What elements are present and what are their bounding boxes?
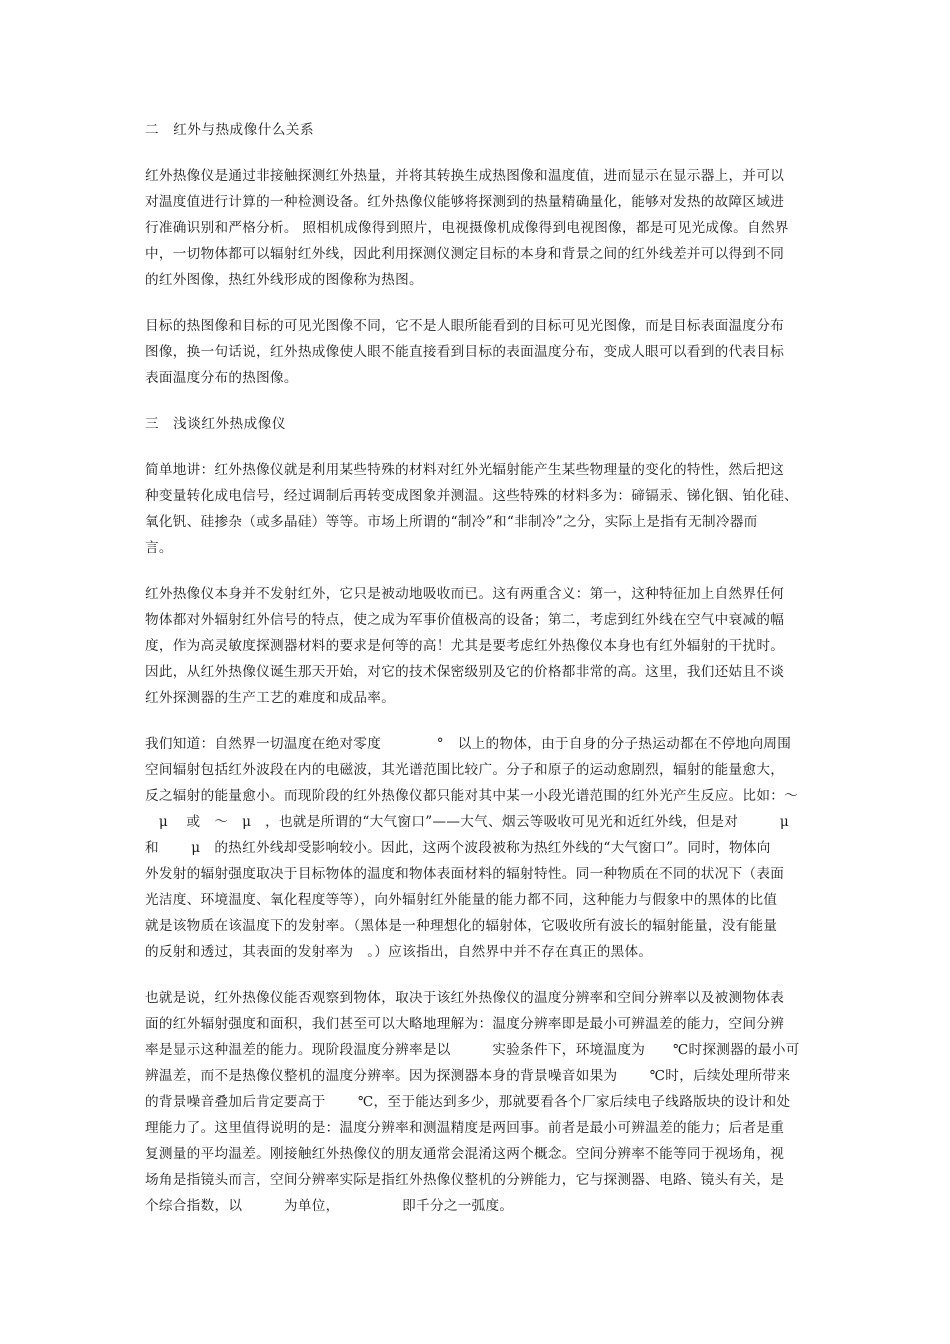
text-line: 红外探测器的生产工艺的难度和成品率。 xyxy=(145,690,396,706)
text-line: 图像，换一句话说，红外热成像使人眼不能直接看到目标的表面温度分布，变成人眼可以看到的代表目标 xyxy=(145,344,785,360)
text-line: 的背景噪音叠加后肯定要高于 ℃，至于能达到多少，那就要看各个厂家后续电子线路版块的设计和处 xyxy=(145,1094,791,1110)
text-line: 因此，从红外热像仪诞生那天开始，对它的技术保密级别及它的价格都非常的高。这里，我们还姑且不谈 xyxy=(145,664,785,680)
text-line: 对温度值进行计算的一种检测设备。红外热像仪能够将探测到的热量精确量化，能够对发热的故障区域进 xyxy=(145,194,785,210)
text-line: 复测量的平均温差。刚接触红外热像仪的朋友通常会混淆这两个概念。空间分辨率不能等同于视场角，视 xyxy=(145,1146,785,1162)
text-line: 率是显示这种温差的能力。现阶段温度分辨率是以 实验条件下，环境温度为 ℃时探测器的最小可 xyxy=(145,1042,800,1058)
text-line: 红外热像仪是通过非接触探测红外热量，并将其转换生成热图像和温度值，进而显示在显示器上，并可以 xyxy=(145,168,785,184)
text-line: 也就是说，红外热像仪能否观察到物体，取决于该红外热像仪的温度分辨率和空间分辨率以及被测物体表 xyxy=(145,990,785,1006)
text-line: 中，一切物体都可以辐射红外线，因此利用探测仪测定目标的本身和背景之间的红外线差并可以得到不同 xyxy=(145,246,785,262)
text-line: 和 μ 的热红外线却受影响较小。因此，这两个波段被称为热红外线的“大气窗口”。同时，物体向 xyxy=(145,840,771,856)
text-line: 外发射的辐射强度取决于目标物体的温度和物体表面材料的辐射特性。同一种物质在不同的状况下（表面 xyxy=(145,866,785,882)
section-2-heading: 二 红外与热成像什么关系 xyxy=(145,122,315,138)
text-line: 物体都对外辐射红外信号的特点，使之成为军事价值极高的设备；第二，考虑到红外线在空气中衰减的幅 xyxy=(145,612,785,628)
text-line: 种变量转化成电信号，经过调制后再转变成图象并测温。这些特殊的材料多为：碲镉汞、锑化铟、铂化硅、 xyxy=(145,488,799,504)
document-page xyxy=(145,117,810,1239)
text-line: 面的红外辐射强度和面积，我们甚至可以大略地理解为：温度分辨率即是最小可辨温差的能力，空间分辨 xyxy=(145,1016,785,1032)
section-3-paragraph-1 xyxy=(145,457,810,561)
text-line: 的红外图像，热红外线形成的图像称为热图。 xyxy=(145,272,423,288)
text-line: 行准确识别和严格分析。 照相机成像得到照片，电视摄像机成像得到电视图像，都是可见光成像。自然界 xyxy=(145,220,789,236)
text-line: 表面温度分布的热图像。 xyxy=(145,370,298,386)
section-3-paragraph-2 xyxy=(145,581,810,711)
text-line: 就是该物质在该温度下的发射率。（黑体是一种理想化的辐射体，它吸收所有波长的辐射能量，没有能量 xyxy=(145,918,778,934)
text-line: 辨温差，而不是热像仪整机的温度分辨率。因为探测器本身的背景噪音如果为 ℃时，后续处理所带来 xyxy=(145,1068,791,1084)
text-line: 的反射和透过，其表面的发射率为 。）应该指出，自然界中并不存在真正的黑体。 xyxy=(145,944,653,960)
text-line: 目标的热图像和目标的可见光图像不同，它不是人眼所能看到的目标可见光图像，而是目标表面温度分布 xyxy=(145,318,785,334)
text-line: 我们知道：自然界一切温度在绝对零度 ° 以上的物体，由于自身的分子热运动都在不停地向周围 xyxy=(145,736,792,752)
text-line: 光洁度、环境温度、氧化程度等等），向外辐射红外能量的能力都不同，这种能力与假象中的黑体的比值 xyxy=(145,892,778,908)
text-line: 简单地讲：红外热像仪就是利用某些特殊的材料对红外光辐射能产生某些物理量的变化的特性，然后把这 xyxy=(145,462,785,478)
text-line: μ 或 ～ μ ，也就是所谓的“大气窗口”——大气、烟云等吸收可见光和近红外线，但是对 μ xyxy=(145,814,789,830)
section-2-paragraph-2 xyxy=(145,313,810,391)
text-line: 言。 xyxy=(145,540,173,556)
section-3-paragraph-4 xyxy=(145,985,810,1219)
text-line: 个综合指数，以 为单位， 即千分之一弧度。 xyxy=(145,1198,514,1214)
text-line: 反之辐射的能量愈小。而现阶段的红外热像仪都只能对其中某一小段光谱范围的红外光产生反应。比如：～ xyxy=(145,788,799,804)
text-line: 红外热像仪本身并不发射红外，它只是被动地吸收而已。这有两重含义：第一，这种特征加上自然界任何 xyxy=(145,586,785,602)
text-line: 氧化钒、硅掺杂（或多晶硅）等等。市场上所谓的“制冷”和“非制冷”之分，实际上是指有无制冷器而 xyxy=(145,514,758,530)
text-line: 度，作为高灵敏度探测器材料的要求是何等的高！尤其是要考虑红外热像仪本身也有红外辐射的干扰时。 xyxy=(145,638,785,654)
section-3-heading: 三 浅谈红外热成像仪 xyxy=(145,416,286,432)
text-line: 理能力了。这里值得说明的是：温度分辨率和测温精度是两回事。前者是最小可辨温差的能力；后者是重 xyxy=(145,1120,785,1136)
text-line: 场角是指镜头而言，空间分辨率实际是指红外热像仪整机的分辨能力，它与探测器、电路、镜头有关，是 xyxy=(145,1172,785,1188)
section-2-paragraph-1 xyxy=(145,163,810,293)
section-3-paragraph-3 xyxy=(145,731,810,965)
text-line: 空间辐射包括红外波段在内的电磁波，其光谱范围比较广。分子和原子的运动愈剧烈，辐射的能量愈大， xyxy=(145,762,785,778)
